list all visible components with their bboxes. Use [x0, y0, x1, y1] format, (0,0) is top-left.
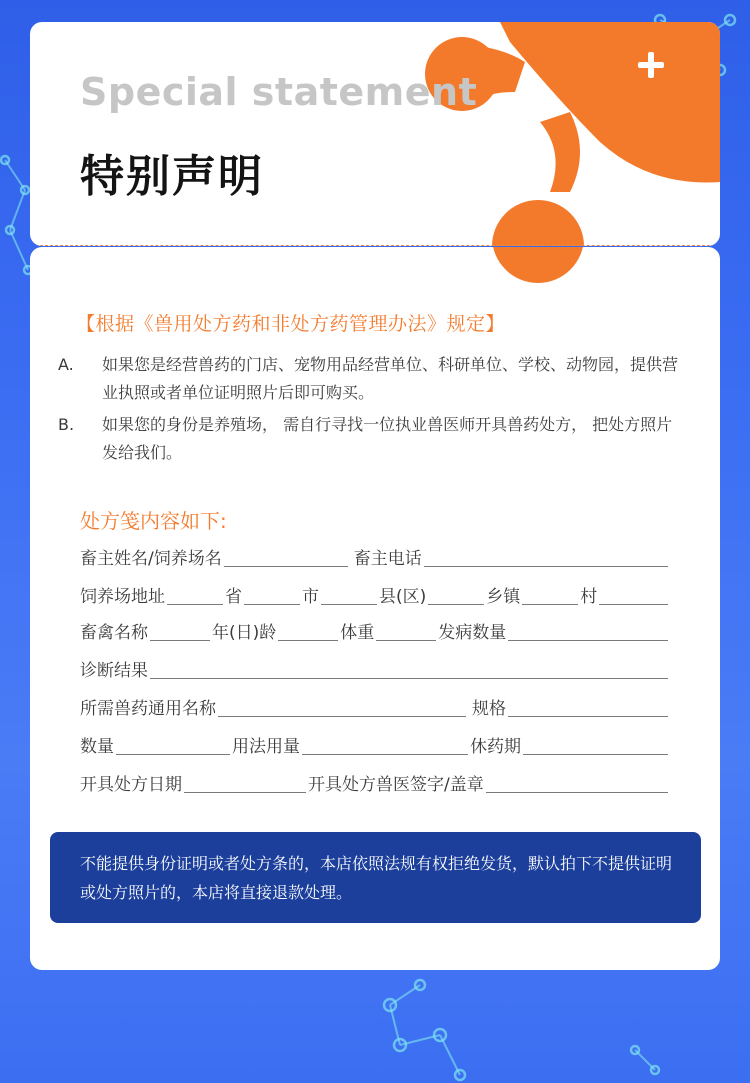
address-blank-1: [167, 584, 223, 605]
spec-label: 规格: [472, 699, 506, 719]
owner-phone-blank: [424, 546, 668, 567]
province-label: 省: [225, 587, 242, 607]
animal-name-label: 畜禽名称: [80, 623, 148, 643]
form-row-drug: [80, 695, 670, 719]
county-label: 县(区): [379, 587, 427, 607]
town-label: 乡镇: [486, 587, 521, 607]
withdrawal-label: 休药期: [470, 737, 521, 757]
owner-phone-label: 畜主电话: [353, 549, 422, 569]
notice-box: [50, 832, 701, 923]
form-row-address: [80, 583, 670, 607]
notice-text: 不能提供身份证明或者处方条的，本店依照法规有权拒绝发货，默认拍下不提供证明或处方照片的，本店将直接退款处理。: [80, 854, 673, 902]
page-title-chinese: 特别声明: [80, 151, 264, 202]
molecule-decoration-bottom-right: [620, 1040, 680, 1083]
weight-blank: [376, 620, 436, 641]
regulation-item-b: [58, 411, 680, 467]
header-card: [30, 22, 720, 246]
statement-card: [30, 247, 720, 970]
weight-label: 体重: [340, 623, 375, 643]
quantity-blank: [116, 734, 230, 755]
drug-name-blank: [218, 696, 466, 717]
regulation-title: 【根据《兽用处方药和非处方药管理办法》规定】: [76, 313, 506, 335]
form-row-animal: [80, 619, 670, 643]
form-row-diagnosis: [80, 657, 670, 681]
item-label: A.: [58, 355, 74, 374]
address-blank-3: [321, 584, 377, 605]
spec-blank: [508, 696, 668, 717]
item-text: 如果您的身份是养殖场， 需自行寻找一位执业兽医师开具兽药处方， 把处方照片发给我们。: [102, 415, 673, 462]
form-row-sign: [80, 771, 670, 795]
item-label: B.: [58, 415, 75, 434]
village-label: 村: [580, 587, 598, 607]
vet-sign-label: 开具处方兽医签字/盖章: [308, 775, 484, 795]
address-blank-4: [428, 584, 484, 605]
drug-name-label: 所需兽药通用名称: [80, 699, 216, 719]
usage-label: 用法用量: [232, 737, 300, 757]
orange-ball-decoration: [492, 247, 584, 283]
vet-sign-blank: [486, 772, 668, 793]
item-text: 如果您是经营兽药的门店、宠物用品经营单位、科研单位、学校、动物园，提供营业执照或者单位证明照片后即可购买。: [102, 355, 679, 402]
quantity-label: 数量: [80, 737, 114, 757]
owner-name-blank: [224, 546, 348, 567]
usage-blank: [302, 734, 468, 755]
withdrawal-blank: [523, 734, 668, 755]
molecule-decoration-bottom: [370, 975, 490, 1083]
sick-count-blank: [508, 620, 668, 641]
city-label: 市: [302, 587, 319, 607]
regulation-item-a: [58, 351, 680, 407]
orange-molecule-decoration: [30, 22, 720, 246]
age-label: 年(日)龄: [212, 623, 277, 643]
diagnosis-label: 诊断结果: [80, 661, 148, 681]
owner-name-label: 畜主姓名/饲养场名: [80, 549, 222, 569]
form-row-usage: [80, 733, 670, 757]
address-blank-5: [522, 584, 578, 605]
address-blank-6: [599, 584, 668, 605]
form-row-owner: [80, 545, 670, 569]
sick-count-label: 发病数量: [438, 623, 507, 643]
issue-date-blank: [184, 772, 306, 793]
age-blank: [278, 620, 338, 641]
diagnosis-blank: [150, 658, 668, 679]
page-title-english: Special statement: [80, 70, 478, 114]
address-blank-2: [244, 584, 300, 605]
animal-name-blank: [150, 620, 210, 641]
form-title: 处方笺内容如下:: [80, 509, 227, 533]
dashed-divider: [30, 245, 720, 246]
farm-address-label: 饲养场地址: [80, 587, 165, 607]
issue-date-label: 开具处方日期: [80, 775, 182, 795]
plus-icon: [638, 52, 664, 78]
